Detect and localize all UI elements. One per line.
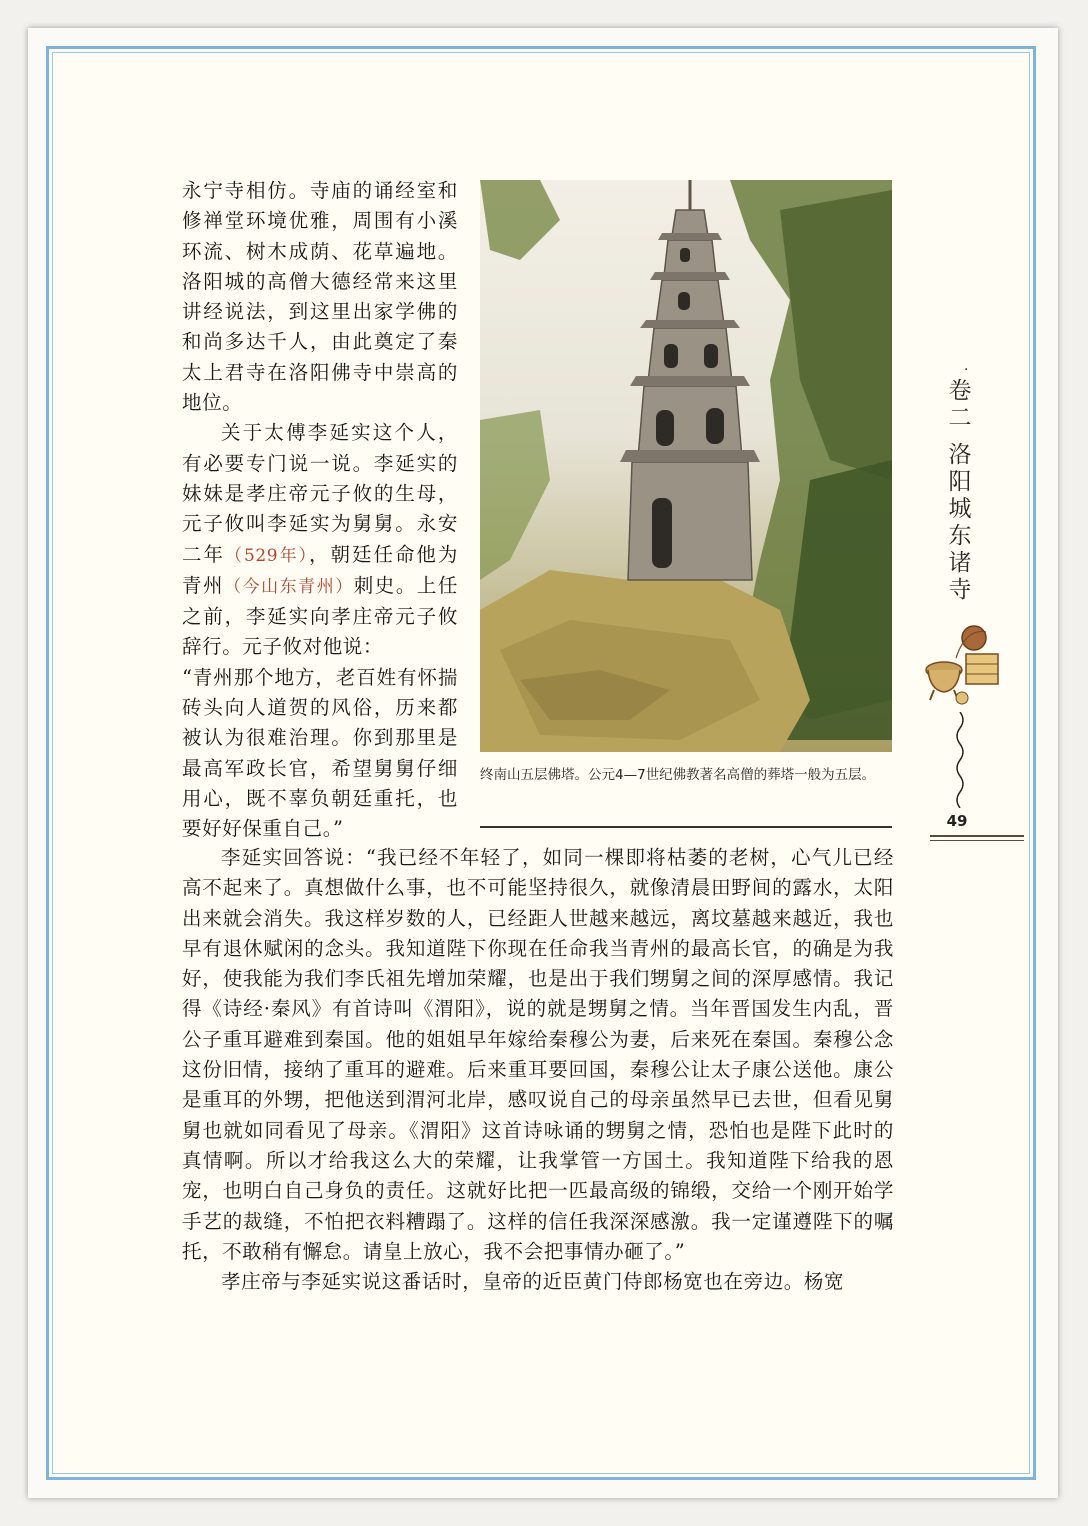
paragraph-li-yanshi: 关于太傅李延实这个人，有必要专门说一说。李延实的妹妹是孝庄帝元子攸的生母，元子攸叫李延实为舅舅。永安二年（529年），朝廷任命他为青州（今山东青州）刺史。上任之前，李延实向孝庄帝元子攸辞行。元子攸对他说： [182,421,458,659]
place-note: （今山东青州） [224,576,354,597]
year-note: （529年） [224,545,310,566]
paragraph-reply: 李延实回答说：“我已经不年轻了，如同一棵即将枯萎的老树，心气儿已经高不起来了。真想做什么事，也不可能坚持很久，就像清晨田野间的露水，太阳出来就会消失。我这样岁数的人，已经距人世越来越远，离坟墓越来越近，我也早有退休赋闲的念头。我知道陛下你现在任命我当青州的最高长官，的确是为我好，使我能为我们李氏祖先增加荣耀，也是出于我们甥舅之间的深厚感情。我记得《诗经·秦风》有首诗叫《渭阳》，说的就是甥舅之情。当年晋国发生内乱，晋公子重耳避难到秦国。他的姐姐早年嫁给秦穆公为妻，后来死在秦国。秦穆公念这份旧情，接纳了重耳的避难。后来重耳要回国，秦穆公让太子康公送他。康公是重耳的外甥，把他送到渭河北岸，感叹说自己的母亲虽然早已去世，但看见舅舅也就如同看见了母亲。《渭阳》这首诗咏诵的甥舅之情，恐怕也是陛下此时的真情啊。所以才给我这么大的荣耀，让我掌管一方国土。我知道陛下给我的恩宠，也明白自己身负的责任。这就好比把一匹最高级的锦缎，交给一个刚开始学手艺的裁缝，不怕把衣料糟蹋了。这样的信任我深深感激。我一定谨遵陛下的嘱托，不敢稍有懈怠。请皇上放心，我不会把事情办砸了。” [182,846,894,1263]
paragraph-quote: “青州那个地方，老百姓有怀揣砖头向人道贺的风俗，历来都被认为很难治理。你到那里是最高军政长官，希望舅舅仔细用心，既不辜负朝廷重托，也要好好保重自己。” [182,665,458,841]
caption-rule [480,826,892,828]
paragraph-continuation: 永宁寺相仿。寺庙的诵经室和修禅堂环境优雅，周围有小溪环流、树木成荫、花草遍地。洛阳城的高僧大德经常来这里讲经说法，到这里出家学佛的和尚多达千人，由此奠定了秦太上君寺在洛阳佛寺中崇高的地位。 [182,179,458,415]
left-column-text [182,176,458,845]
wavy-divider [950,712,970,808]
title-dot: · [964,362,969,378]
photo-caption: 终南山五层佛塔。公元4—7世纪佛教著名高僧的葬塔一般为五层。 [480,767,876,783]
incense-burner-icon [916,618,1006,708]
page-number-rule-thin [930,840,1024,841]
page-number: 49 [946,812,968,830]
main-text [182,843,894,1297]
pagoda-photo [480,180,892,752]
page-number-rule [930,835,1024,837]
vertical-section-title: 卷 二 洛 阳 城 东 诸 寺 [948,378,972,603]
paragraph-yang-kuan: 孝庄帝与李延实说这番话时，皇帝的近臣黄门侍郎杨宽也在旁边。杨宽 [221,1270,845,1294]
